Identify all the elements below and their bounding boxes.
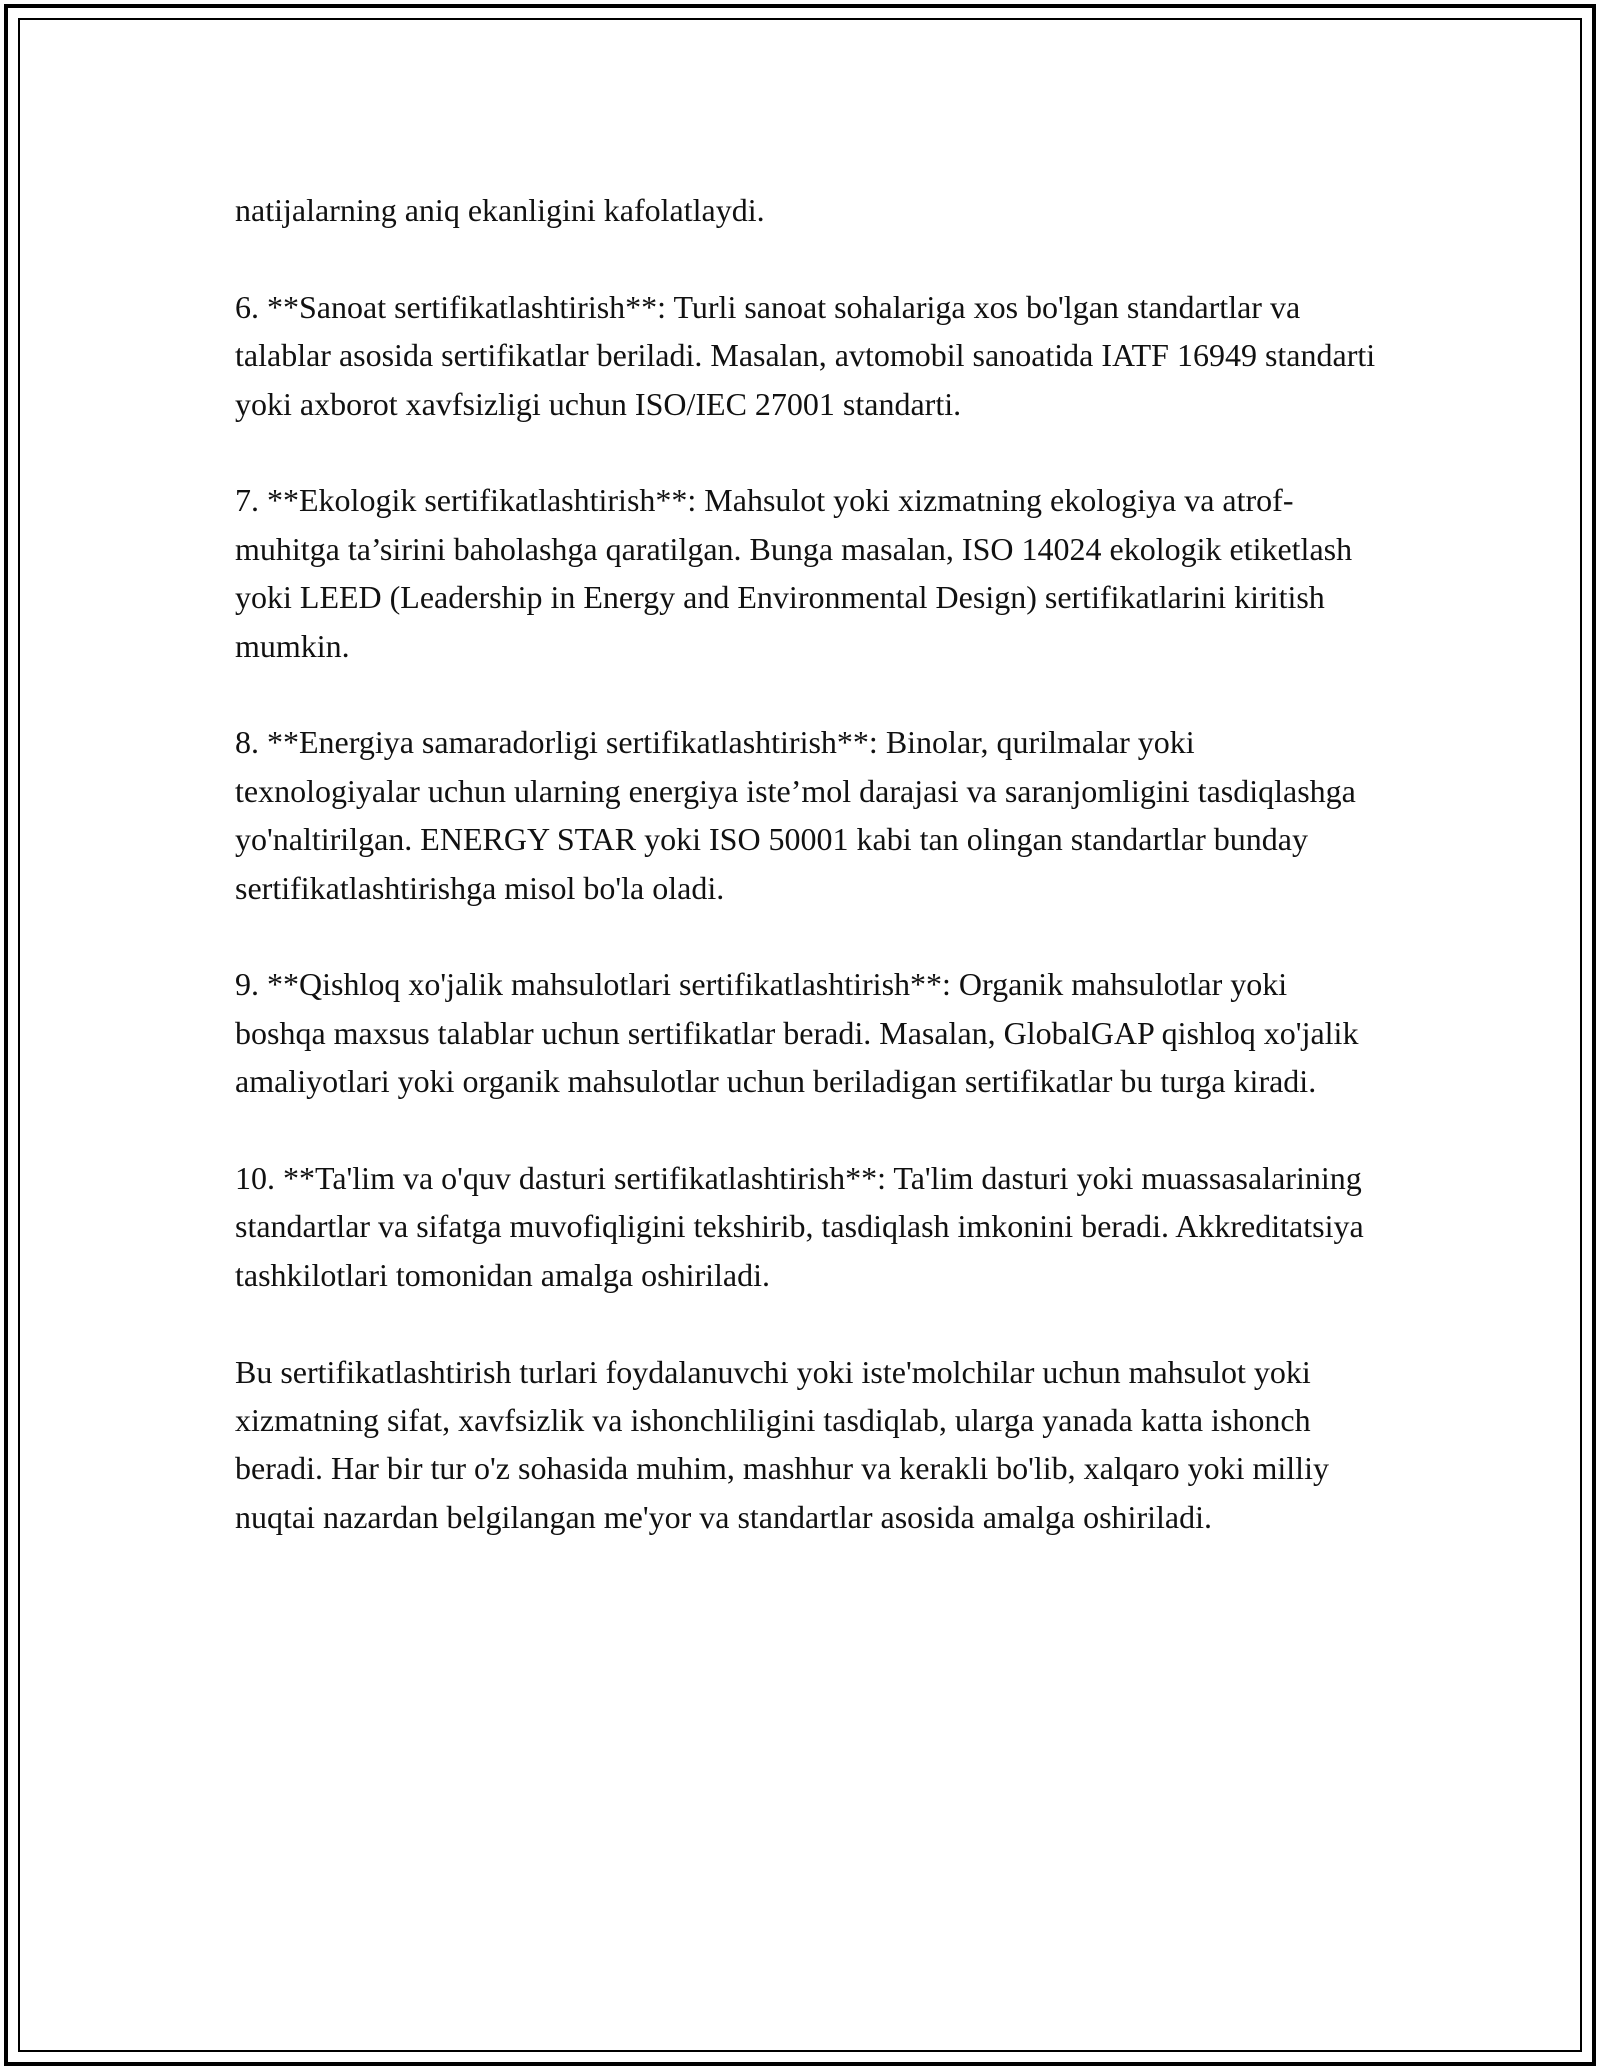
paragraph-item-10: 10. **Ta'lim va o'quv dasturi sertifikatlashtirish**: Ta'lim dasturi yoki muassasalarining standartlar va sifatga muvofiqligini tekshirib, tasdiqlash imkonini beradi. Akkreditatsiya tashkilotlari tomonidan amalga oshiriladi.	[235, 1160, 1364, 1293]
paragraph-item-6: 6. **Sanoat sertifikatlashtirish**: Turli sanoat sohalariga xos bo'lgan standartlar va talablar asosida sertifikatlar beriladi. Masalan, avtomobil sanoatida IATF 16949 standarti yoki axborot xavfsizligi uchun ISO/IEC 27001 standarti.	[235, 288, 1376, 422]
paragraph-item-9: 9. **Qishloq xo'jalik mahsulotlari sertifikatlashtirish**: Organik mahsulotlar yoki boshqa maxsus talablar uchun sertifikatlar beradi. Masalan, GlobalGAP qishloq xo'jalik amaliyotlari yoki organik mahsulotlar uchun beriladigan sertifikatlar bu turga kiradi.	[235, 966, 1359, 1100]
paragraph-continuation: natijalarning aniq ekanligini kafolatlaydi.	[235, 192, 765, 228]
paragraph-item-7: 7. **Ekologik sertifikatlashtirish**: Mahsulot yoki xizmatning ekologiya va atrof-muhitga ta’sirini baholashga qaratilgan. Bunga masalan, ISO 14024 ekologik etiketlash yoki LEED (Leadership in Energy and Environmental Design) sertifikatlarini kiritish mumkin.	[235, 482, 1353, 664]
paragraph-item-8: 8. **Energiya samaradorligi sertifikatlashtirish**: Binolar, qurilmalar yoki texnologiyalar uchun ularning energiya iste’mol darajasi va saranjomligini tasdiqlashga yo'naltirilgan. ENERGY STAR yoki ISO 50001 kabi tan olingan standartlar bunday sertifikatlashtirishga misol bo'la oladi.	[235, 724, 1356, 906]
paragraph-conclusion: Bu sertifikatlashtirish turlari foydalanuvchi yoki iste'molchilar uchun mahsulot yoki xizmatning sifat, xavfsizlik va ishonchliligini tasdiqlab, ularga yanada katta ishonch beradi. Har bir tur o'z sohasida muhim, mashhur va kerakli bo'lib, xalqaro yoki milliy nuqtai nazardan belgilangan me'yor va standartlar asosida amalga oshiriladi.	[235, 1353, 1329, 1535]
document-body	[235, 186, 1385, 1590]
